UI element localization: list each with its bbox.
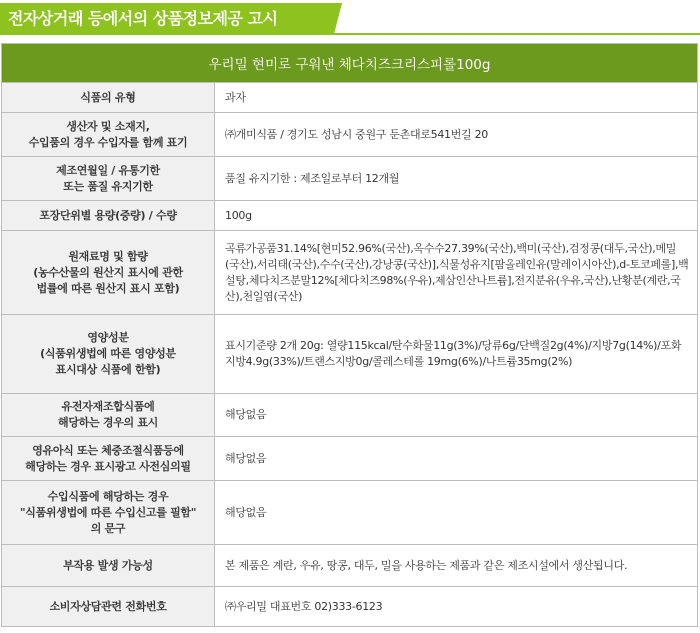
label-line: 제조연월일 / 유통기한 xyxy=(56,163,160,177)
label-line: (식품위생법에 따른 영양성분 xyxy=(40,347,176,360)
table-row xyxy=(2,545,698,587)
product-title: 우리밀 현미로 구워낸 체다치즈크리스피롤100g xyxy=(2,44,698,83)
ingredients-value: 곡류가공품31.14%[현미52.96%(국산),옥수수27.39%(국산),백미(국산),검정콩(대두,국산),메밀(국산),서리태(국산),수수(국산),강낭콩(국산)],식물성유지[팜올레인유(말레이시아산),d-토코페롤],백설탕,체다치즈분말12%[체다치즈98%(우유),제삼인산나트륨],전지분유(우유,국산),난황분(계란,국산),천일염(국산) xyxy=(215,231,698,315)
label-line: 수입식품에 해당하는 경우 xyxy=(47,489,169,503)
gmo-value: 해당없음 xyxy=(215,394,698,437)
nutrition-value: 표시기준량 2개 20g: 열량115kcal/탄수화물11g(3%)/당류6g/단백질2g(4%)/지방7g(14%)/포화지방4.9g(33%)/트랜스지방0g/콜레스테롤 19mg(6%)/나트륨35mg(2%) xyxy=(215,315,698,394)
imported-label xyxy=(2,481,215,545)
label-line: 원재료명 및 함량 xyxy=(68,249,148,263)
section-heading xyxy=(0,0,700,36)
table-row xyxy=(2,437,698,481)
capacity-value: 100g xyxy=(215,201,698,231)
label-line: (농수산물의 원산지 표시에 관한 xyxy=(33,265,183,279)
label-line: 표시대상 식품에 한함) xyxy=(55,363,161,376)
label-line: 수입품의 경우 수입자를 함께 표기 xyxy=(28,135,188,149)
side-effects-label xyxy=(2,545,215,587)
nutrition-label xyxy=(2,315,215,394)
product-info-table xyxy=(1,43,698,627)
heading-underline xyxy=(0,33,700,35)
gmo-label xyxy=(2,394,215,437)
table-row xyxy=(2,201,698,231)
manufacturer-label xyxy=(2,113,215,157)
expiry-label xyxy=(2,157,215,201)
consumer-contact-value: ㈜우리밀 대표번호 02)333-6123 xyxy=(215,587,698,627)
label-line: 식품의 유형 xyxy=(80,90,136,104)
imported-value: 해당없음 xyxy=(215,481,698,545)
label-line: "식품위생법에 따른 수입신고를 필함" xyxy=(19,505,197,519)
label-line: 영양성분 xyxy=(87,331,129,344)
infant-food-label xyxy=(2,437,215,481)
heading-title: 전자상거래 등에서의 상품정보제공 고시 xyxy=(8,9,278,28)
consumer-contact-label xyxy=(2,587,215,627)
manufacturer-value: ㈜개미식품 / 경기도 성남시 중원구 둔촌대로541번길 20 xyxy=(215,113,698,157)
label-line: 영유아식 또는 체중조절식품등에 xyxy=(32,443,184,457)
table-row xyxy=(2,315,698,394)
table-row xyxy=(2,481,698,545)
ingredients-label xyxy=(2,231,215,315)
label-line: 법률에 따른 원산지 표시 포함) xyxy=(36,281,180,295)
table-row xyxy=(2,113,698,157)
label-line: 부작용 발생 가능성 xyxy=(63,558,153,572)
infant-food-value: 해당없음 xyxy=(215,437,698,481)
food-type-label xyxy=(2,83,215,113)
label-line: 소비자상담관련 전화번호 xyxy=(49,599,167,613)
label-line: 또는 품질 유지기한 xyxy=(63,179,153,193)
table-row xyxy=(2,231,698,315)
label-line: 포장단위별 용량(중량) / 수량 xyxy=(39,208,177,222)
capacity-label xyxy=(2,201,215,231)
expiry-value: 품질 유지기한 : 제조일로부터 12개월 xyxy=(215,157,698,201)
table-row xyxy=(2,394,698,437)
label-line: 유전자재조합식품에 xyxy=(61,400,155,413)
side-effects-value: 본 제품은 계란, 우유, 땅콩, 대두, 밀을 사용하는 제품과 같은 제조시설에서 생산됩니다. xyxy=(215,545,698,587)
label-line: 의 문구 xyxy=(90,521,126,535)
food-type-value: 과자 xyxy=(215,83,698,113)
table-row xyxy=(2,83,698,113)
table-row xyxy=(2,587,698,627)
label-line: 해당하는 경우의 표시 xyxy=(58,416,158,429)
label-line: 생산자 및 소재지, xyxy=(66,119,150,133)
table-row xyxy=(2,157,698,201)
table-title-row xyxy=(2,44,698,83)
label-line: 해당하는 경우 표시광고 사전심의필 xyxy=(25,459,191,473)
